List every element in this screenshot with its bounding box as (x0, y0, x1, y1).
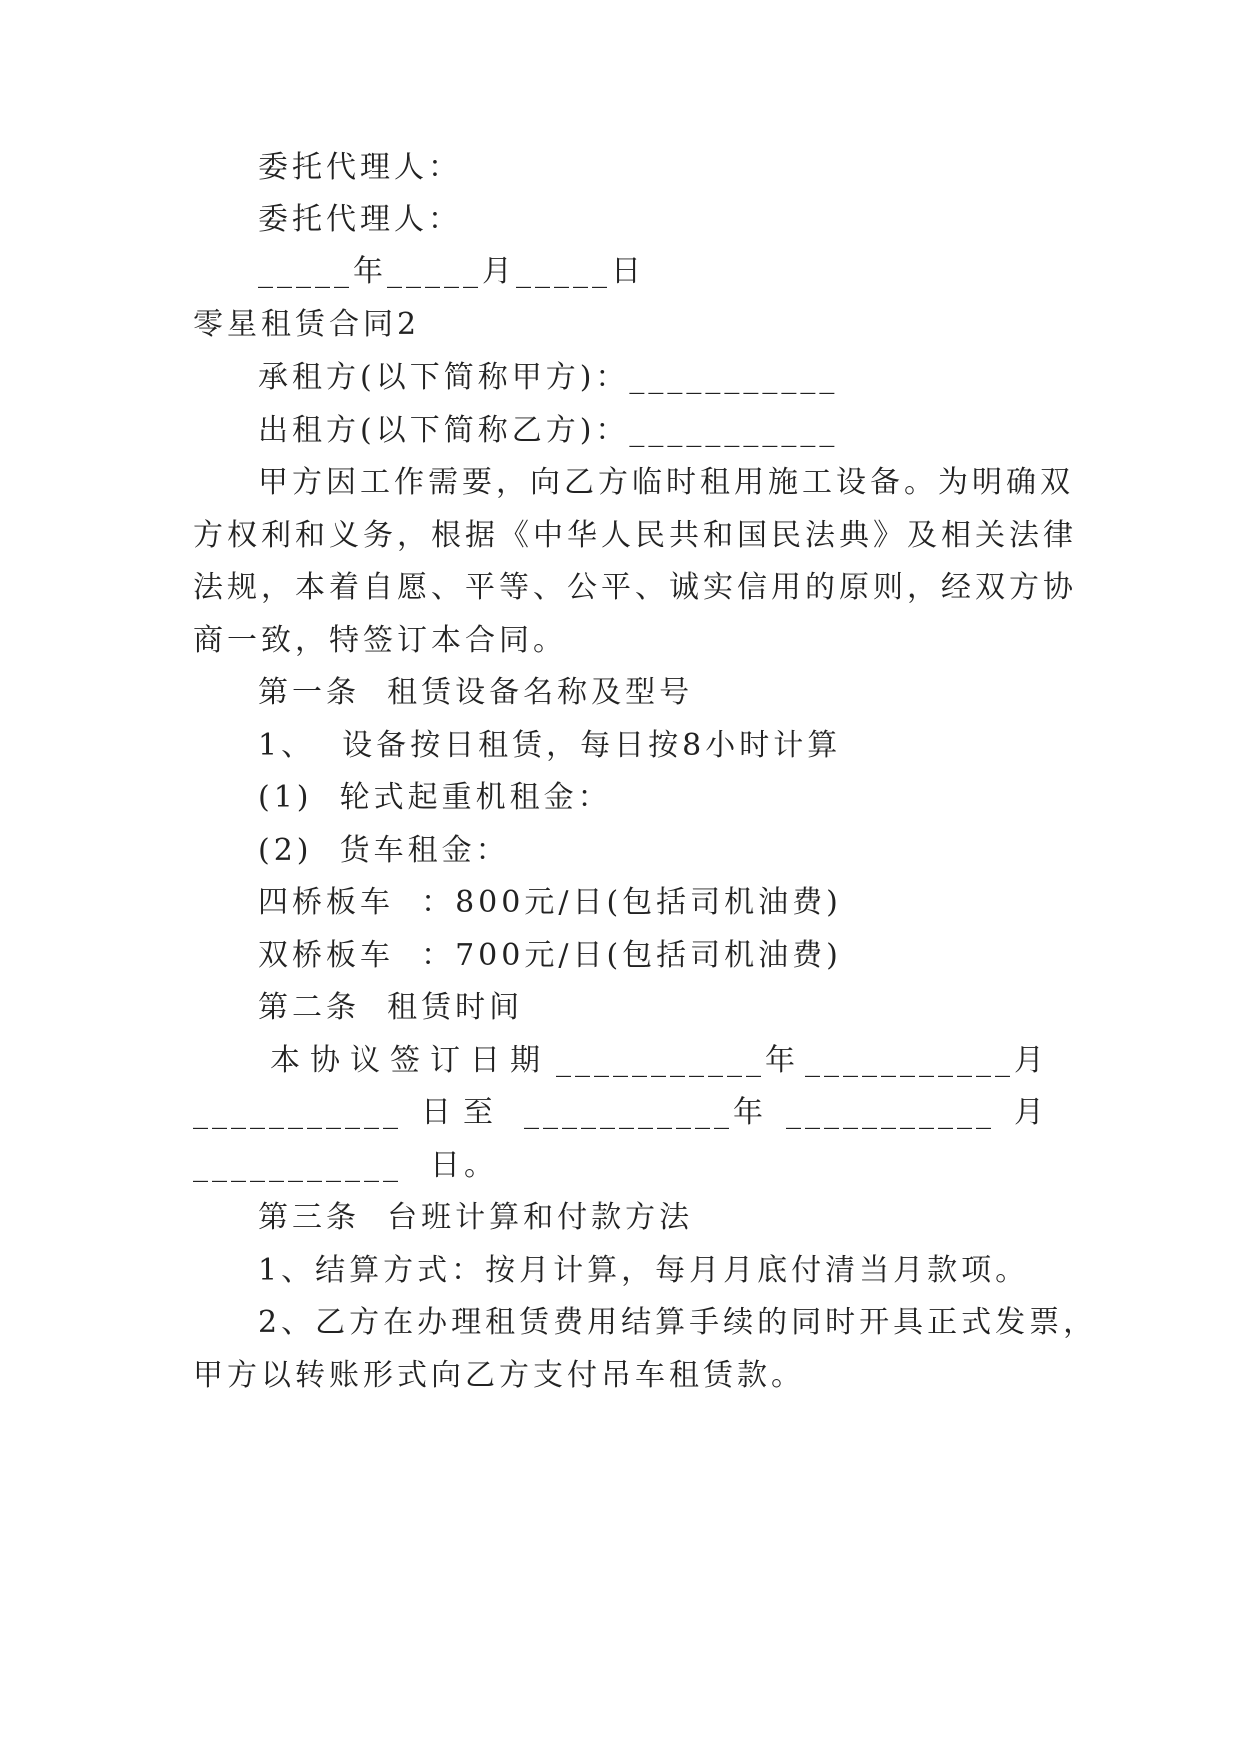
article-1-item-1: 1、 设备按日租赁，每日按8小时计算 (258, 728, 842, 763)
term-row-3-blank: ___________ (193, 1148, 402, 1183)
agent-line-2: 委托代理人： (258, 202, 462, 237)
article-3-item-1: 1、结算方式：按月计算，每月月底付清当月款项。 (258, 1253, 1030, 1288)
article-3-item-2-line-2: 甲方以转账形式向乙方支付吊车租赁款。 (193, 1358, 805, 1393)
article-3-item-2-line-1: 2、乙方在办理租赁费用结算手续的同时开具正式发票， (258, 1305, 1098, 1340)
term-row-1-year: ___________年 (556, 1043, 799, 1078)
article-1-heading: 第一条 租赁设备名称及型号 (258, 675, 694, 710)
lessee-line: 承租方(以下简称甲方)：___________ (258, 360, 839, 395)
term-row-3 (193, 1146, 498, 1186)
term-row-2-day-blank: ___________ (193, 1095, 402, 1130)
article-1-item-crane: (1) 轮式起重机租金： (258, 780, 612, 815)
two-axle-truck-rate: 双桥板车 ：700元/日(包括司机油费) (258, 938, 842, 973)
term-row-2-month-blank: ___________ (786, 1095, 995, 1130)
lessor-line: 出租方(以下简称乙方)：___________ (258, 413, 839, 448)
article-1-item-truck: (2) 货车租金： (258, 833, 510, 868)
four-axle-truck-rate: 四桥板车 ：800元/日(包括司机油费) (258, 885, 842, 920)
article-2-heading: 第二条 租赁时间 (258, 990, 524, 1025)
contract-title: 零星租赁合同2 (193, 307, 421, 342)
term-row-3-day: 日。 (430, 1148, 498, 1183)
agent-line-1: 委托代理人： (258, 150, 462, 185)
term-row-1-label: 本协议签订日期 (270, 1043, 550, 1078)
term-row-2-to: 日至 (421, 1095, 505, 1130)
term-row-2 (193, 1093, 1048, 1133)
term-row-2-year: ___________年 (524, 1095, 767, 1130)
article-3-heading: 第三条 台班计算和付款方法 (258, 1200, 694, 1235)
intro-paragraph-line-2: 方权利和义务，根据《中华人民共和国民法典》及相关法律 (193, 518, 1077, 553)
term-row-1 (270, 1041, 1048, 1081)
intro-paragraph-line-4: 商一致，特签订本合同。 (193, 623, 567, 658)
intro-paragraph-line-1: 甲方因工作需要，向乙方临时租用施工设备。为明确双 (258, 465, 1074, 500)
term-row-1-month: ___________月 (805, 1043, 1048, 1078)
intro-paragraph-line-3: 法规，本着自愿、平等、公平、诚实信用的原则，经双方协 (193, 570, 1077, 605)
term-row-2-month: 月 (1014, 1095, 1048, 1130)
date-blank-line: _____年_____月_____日 (258, 254, 645, 289)
